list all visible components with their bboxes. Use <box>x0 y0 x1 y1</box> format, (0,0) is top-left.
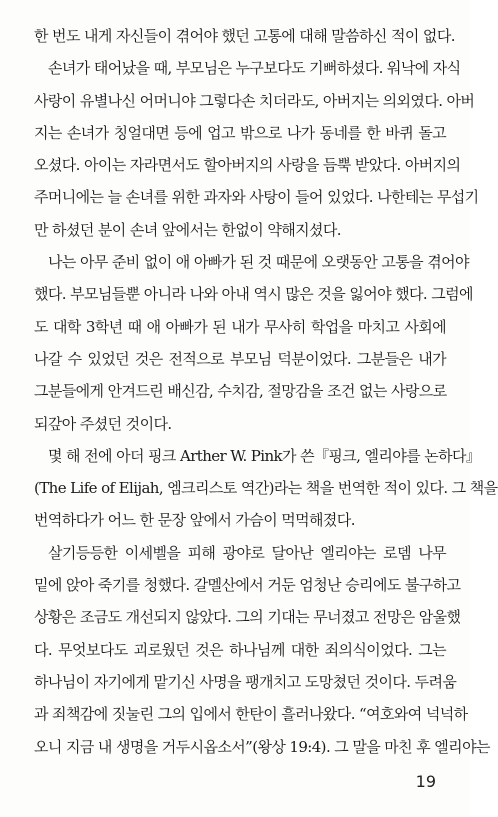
text-line: 손녀가 태어났을 때, 부모님은 누구보다도 기뻐하셨다. 워낙에 자식 <box>48 59 461 78</box>
body-text <box>34 20 498 763</box>
text-line: (The Life of Elijah, 엠크리스토 역간)라는 책을 번역한 적이 있다. 그 책을 <box>34 479 498 498</box>
text-line: 주머니에는 늘 손녀를 위한 과자와 사탕이 들어 있었다. 나한테는 무섭기 <box>34 188 479 207</box>
text-line: 오니 지금 내 생명을 거두시옵소서”(왕상 19:4). 그 말을 마친 후 엘리야는 <box>34 737 490 756</box>
text-line: 상황은 조금도 개선되지 않았다. 그의 기대는 무너졌고 전망은 암울했 <box>34 608 461 627</box>
text-line: 지는 손녀가 칭얼대면 등에 업고 밖으로 나가 동네를 한 바퀴 돌고 <box>34 123 446 142</box>
text-line: 하나님이 자기에게 맡기신 사명을 팽개치고 도망쳤던 것이다. 두려움 <box>34 672 457 691</box>
text-line: 번역하다가 어느 한 문장 앞에서 가슴이 먹먹해졌다. <box>34 511 355 530</box>
text-line: 나는 아무 준비 없이 애 아빠가 된 것 때문에 오랫동안 고통을 겪어야 <box>48 253 469 272</box>
text-line: 몇 해 전에 아더 핑크 Arther W. Pink가 쓴『핑크, 엘리야를 논하다』 <box>48 446 481 465</box>
text-line: 나갈 수 있었던 것은 전적으로 부모님 덕분이었다. 그분들은 내가 <box>34 349 446 368</box>
text-line: 했다. 부모님들뿐 아니라 나와 아내 역시 많은 것을 잃어야 했다. 그럼에 <box>34 285 473 304</box>
text-line: 되갚아 주셨던 것이다. <box>34 414 172 433</box>
text-line: 살기등등한 이세벨을 피해 광야로 달아난 엘리야는 로뎀 나무 <box>48 543 446 562</box>
text-line: 한 번도 내게 자신들이 겪어야 했던 고통에 대해 말씀하신 적이 없다. <box>34 27 455 45</box>
text-line: 밑에 앉아 죽기를 청했다. 갈멜산에서 거둔 엄청난 승리에도 불구하고 <box>34 576 461 595</box>
page-number: 19 <box>415 772 436 791</box>
text-line: 사랑이 유별나신 어머니야 그렇다손 치더라도, 아버지는 의외였다. 아버 <box>34 91 475 110</box>
text-line: 그분들에게 안겨드린 배신감, 수치감, 절망감을 조건 없는 사랑으로 <box>34 382 447 401</box>
text-line: 오셨다. 아이는 자라면서도 할아버지의 사랑을 듬뿍 받았다. 아버지의 <box>34 156 461 175</box>
text-line: 다. 무엇보다도 괴로웠던 것은 하나님께 대한 죄의식이었다. 그는 <box>34 640 446 659</box>
text-line: 과 죄책감에 짓눌린 그의 입에서 한탄이 흘러나왔다. “여호와여 넉넉하 <box>34 705 468 724</box>
text-line: 도 대학 3학년 때 애 아빠가 된 내가 무사히 학업을 마치고 사회에 <box>34 317 446 336</box>
text-line: 만 하셨던 분이 손녀 앞에서는 한없이 약해지셨다. <box>34 220 341 239</box>
